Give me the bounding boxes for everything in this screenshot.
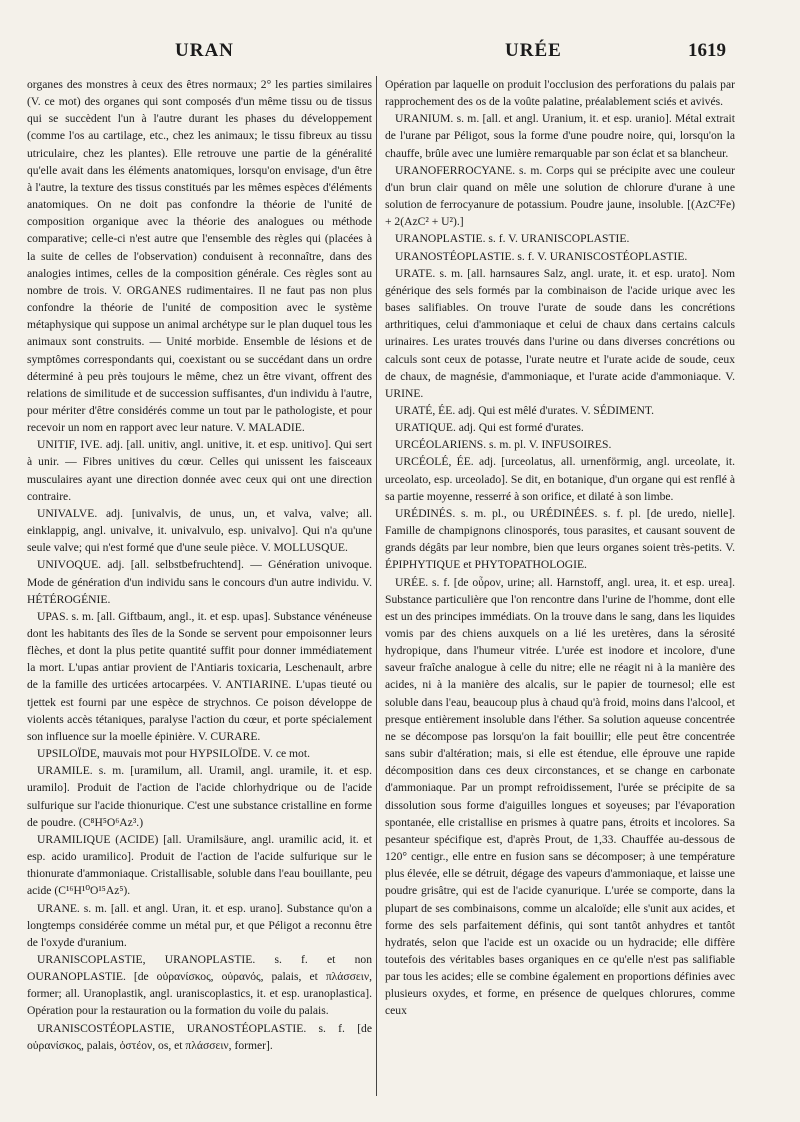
entry-urate: URATE. s. m. [all. harnsaures Salz, angl. urate, it. et esp. urato]. Nom générique des sels formés par la combinaison de l'acide urique avec les bases salifiables. On trouve l'urate de soude dans les concrétions arthritiques, celui d'ammoniaque et celui de chaux dans certains calculs urinaires. Les urates trouvés dans l'urine ou dans diverses concrétions ou calculs sont ceux de potasse, l'urate neutre et l'urate acide de soude, ceux de chaux, de magnésie, d'ammoniaque, et l'urate acide d'ammoniaque. V. URINE. (385, 266, 735, 400)
entry-urate-adj: URATÉ, ÉE. adj. Qui est mêlé d'urates. V. SÉDIMENT. (395, 403, 655, 417)
entry-uranium: URANIUM. s. m. [all. et angl. Uranium, it. et esp. uranio]. Métal extrait de l'urane par Péligot, sous la forme d'une poudre noire, qui, lorsqu'on la chauffe, brûle avec une lumière remarquable par son éclat et sa blancheur. (385, 112, 735, 160)
running-header (0, 40, 800, 70)
header-right-word: URÉE (505, 40, 562, 61)
entry-unitif: UNITIF, IVE. adj. [all. unitiv, angl. unitive, it. et esp. unitivo]. Qui sert à unir. — Fibres unitives du cœur. Celles qui unissent les faisceaux musculaires ayant une direction donnée avec ceux qui ont une direction contraire. (27, 438, 372, 503)
entry-univalve: UNIVALVE. adj. [univalvis, de unus, un, et valva, valve; all. einklappig, angl. univalve, it. univalvulo, esp. univalvo]. Qui n'a qu'une seule valve; qui n'est formé que d'une seule pièce. V. MOLLUSQUE. (27, 506, 372, 555)
entry-urane: URANE. s. m. [all. et angl. Uran, it. et esp. urano]. Substance qu'on a longtemps considérée comme un métal pur, et que Péligot a reconnu être de l'oxyde d'uranium. (27, 901, 372, 949)
entry-uranoferrocyane: URANOFERROCYANE. s. m. Corps qui se précipite avec une couleur d'un brun clair quand on mêle une solution de chlorure d'urane à une solution de ferrocyanure de potassium. Poudre jaune, insoluble. [(AzC²Fe) + 2(AzC² + U²).] (385, 163, 735, 229)
entry-upsiloide: UPSILOÏDE, mauvais mot pour HYPSILOÏDE. V. ce mot. (37, 747, 310, 761)
entry-uredines: URÉDINÉS. s. m. pl., ou URÉDINÉES. s. f. pl. [de uredo, nielle]. Famille de champignons clinosporés, tous parasites, et causant souvent de grands dégâts par leur nombre, bien que leurs organes soient très-petits. V. ÉPIPHYTIQUE et PHYTOPATHOLOGIE. (385, 506, 735, 572)
column-divider (376, 76, 377, 1096)
entry-univoque: UNIVOQUE. adj. [all. selbstbefruchtend]. — Génération univoque. Mode de génération d'un individu sans le concours d'un autre individu. V. HÉTÉROGÉNIE. (27, 558, 372, 606)
entry-uree: URÉE. s. f. [de οὖρον, urine; all. Harnstoff, angl. urea, it. et esp. urea]. Substance particulière que l'on rencontre dans l'urine de l'homme, dont elle est un des principes immédiats. On la trouve dans le sang, dans les liquides vomis par des chiens auxquels on a lié les uretères, dans la sérosité hydropique, dans l'humeur vitrée. L'urée est inodore et incolore, d'une saveur fraîche analogue à celle du nitre; elle ne réagit ni à la manière des acides, ni à la manière des alcalis, sur le papier de tournesol; elle est soluble dans l'eau, beaucoup plus à chaud qu'à froid, moins dans l'alcool, et presque entièrement insoluble dans l'éther. Sa solution aqueuse concentrée ne se décompose pas lorsqu'on la fait bouillir; elle peut être concentrée sans subir d'altération; mais, si elle est étendue, elle éprouve une rapide décomposition dans ces deux circonstances, et se change en carbonate d'ammoniaque. Par un prompt refroidissement, l'urée se précipite de sa dissolution sous forme d'aiguilles longues et soyeuses; par l'évaporation spontanée, elle cristallise en prismes à quatre pans, étroits et incolores. Sa pesanteur spécifique est, d'après Prout, de 1,33. Chauffée au-dessous de 120° centigr., elle entre en fusion sans se décomposer; à une température plus élevée, elle se détruit, dégage des vapeurs d'ammoniaque, et laisse une poudre grisâtre, qui est de l'acide cyanurique. L'urée se comporte, dans la plupart de ses combinaisons, comme un alcaloïde; elle s'unit aux acides, et forme des sels parfaitement définis, qui sont tantôt anhydres et tantôt hydratés, selon que l'acide est un oxacide ou un hydracide; elle diffère toutefois des véritables bases organiques en ce qu'elle n'est pas salifiable par tous les acides; elle se combine également en proportions définies avec plusieurs oxydes, et forme, en présence de quelques chlorures, comme ceux (385, 575, 735, 1018)
entry-uranoplastie: URANOPLASTIE. s. f. V. URANISCOPLASTIE. (395, 232, 630, 246)
entry-uramilique: URAMILIQUE (ACIDE) [all. Uramilsäure, angl. uramilic acid, it. et esp. acido uramilico]. Produit de l'action de l'acide sulfurique sur le thionurate d'ammoniaque. Cristallisable, soluble dans l'eau bouillante, peu acide (C¹⁶H¹⁰O¹⁵Az⁵). (27, 832, 372, 898)
right-column (385, 76, 735, 1116)
header-left-word: URAN (175, 40, 234, 61)
entry-upas: UPAS. s. m. [all. Giftbaum, angl., it. et esp. upas]. Substance vénéneuse dont les habitants des îles de la Sonde se servent pour empoisonner leurs flèches, et dont la plus petite quantité suffit pour donner immédiatement la mort. L'upas antiar provient de l'Antiaris toxicaria, Leschenault, arbre de la famille des urticées artocarpées. V. ANTIARINE. L'upas tieuté ou tjettek est fourni par une espèce de strychnos. Ce poison développe de violents accès tétaniques, paralyse l'action du cœur, et porte spécialement son influence sur la moelle épinière. V. CURARE. (27, 609, 372, 743)
entry-uraniscosteoplastie: URANISCOSTÉOPLASTIE, URANOSTÉOPLASTIE. s. f. [de οὐρανίσκος, palais, ὀστέον, os, et πλάσσειν, former]. (27, 1021, 372, 1052)
entry-text: organes des monstres à ceux des êtres normaux; 2° les parties similaires (V. ce mot) des organes qui sont composés d'un même tissu ou de tissus qui se succèdent l'un à l'autre durant les phases du développement (comme l'os au cartilage, etc., chez les animaux; le tissu fibreux au tissu utriculaire, chez les plantes). Elle retrouve une partie de la généralité qu'elle avait dans les éléments anatomiques, lorsqu'on envisage, d'un être à l'autre, la texture des tissus constitués par les mêmes espèces d'éléments anatomiques. On ne doit pas confondre la théorie de l'unité de composition organique avec la théorie des analogues ou méthode comparative; celle-ci n'est autre que l'ensemble des règles qui (placées à la suite de celles de l'observation) conduisent à reconnaître, dans des analogies intimes, celles de la composition générale. Ces règles sont au nombre de trois. V. ORGANES rudimentaires. Il ne faut pas non plus confondre la théorie de l'unité de composition avec le système métaphysique qui suppose un animal archétype sur le plan duquel tous les animaux sont construits. — Unité morbide. Ensemble de lésions et de symptômes correspondants qui, coexistant ou se succédant dans un ordre déterminé à peu près toujours le même, chez un être vivant, offrent des relations de similitude et de succession suffisantes, d'un individu à l'autre, pour mériter d'être considérés comme un tout par le pathologiste, et pour recevoir un nom en rapport avec leur nature. V. MALADIE. (27, 78, 372, 435)
entry-uratique: URATIQUE. adj. Qui est formé d'urates. (395, 421, 584, 435)
entry-urceole: URCÉOLÉ, ÉE. adj. [urceolatus, all. urnenförmig, angl. urceolate, it. urceolato, esp. urceolado]. Se dit, en botanique, d'un organe qui est renflé à sa partie moyenne, resserré à son orifice, et dilaté à son limbe. (385, 455, 735, 503)
left-column (27, 76, 372, 1116)
entry-uraniscoplastie: URANISCOPLASTIE, URANOPLASTIE. s. f. et non OURANOPLASTIE. [de οὐρανίσκος, οὐρανός, palais, et πλάσσειν, former; all. Uranoplastik, angl. uraniscoplastics, it. et esp. uranoplastica]. Opération pour la restauration ou la formation du voile du palais. (27, 952, 372, 1018)
entry-urceolariens: URCÉOLARIENS. s. m. pl. V. INFUSOIRES. (395, 438, 612, 452)
page-number: 1619 (688, 40, 726, 61)
entry-uranosteoplastie: URANOSTÉOPLASTIE. s. f. V. URANISCOSTÉOPLASTIE. (395, 249, 688, 263)
entry-text: Opération par laquelle on produit l'occlusion des perforations du palais par rapprochement des os de la voûte palatine, préalablement sciés et avivés. (385, 78, 735, 109)
entry-uramile: URAMILE. s. m. [uramilum, all. Uramil, angl. uramile, it. et esp. uramilo]. Produit de l'action de l'acide chlorhydrique ou de l'acide sulfurique sur l'acide thionurique. C'est une substance cristalline en forme de poudre. (C⁸H⁵O⁶Az³.) (27, 764, 372, 829)
